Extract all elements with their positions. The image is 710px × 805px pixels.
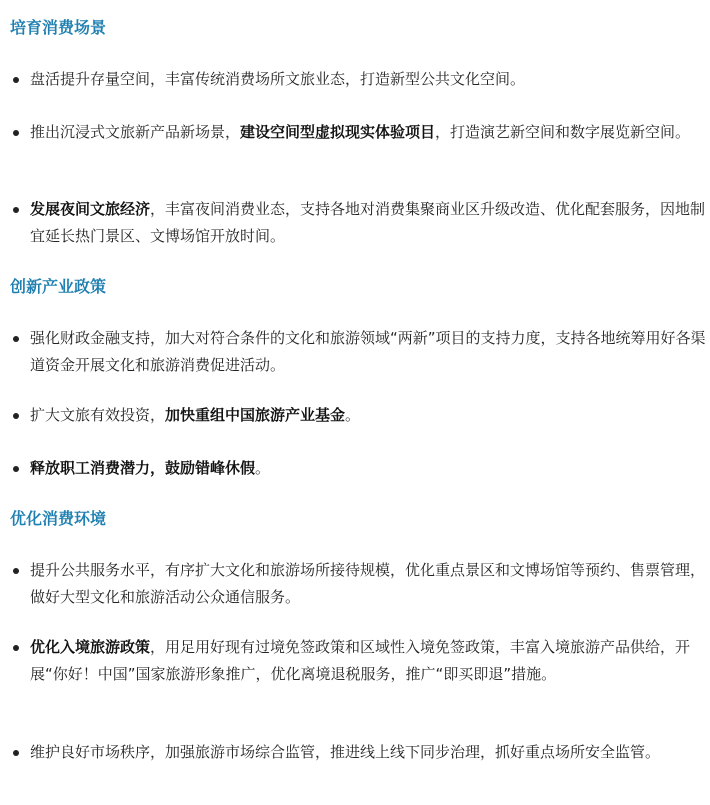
bullet-dot-icon bbox=[13, 645, 19, 651]
bullet-dot-icon bbox=[13, 130, 19, 136]
bullet-dot-icon bbox=[13, 207, 19, 213]
list-item: 推出沉浸式文旅新产品新场景，建设空间型虚拟现实体验项目，打造演艺新空间和数字展览新空间。 bbox=[10, 119, 708, 146]
list-item: 扩大文旅有效投资，加快重组中国旅游产业基金。 bbox=[10, 402, 708, 429]
bullet-dot-icon bbox=[13, 466, 19, 472]
bullet-dot-icon bbox=[13, 336, 19, 342]
bullet-dot-icon bbox=[13, 750, 19, 756]
bullet-dot-icon bbox=[13, 77, 19, 83]
list-item: 优化入境旅游政策，用足用好现有过境免签政策和区域性入境免签政策，丰富入境旅游产品供给，开展“你好！中国”国家旅游形象推广，优化离境退税服务，推广“即买即退”措施。 bbox=[10, 634, 708, 688]
section-heading: 优化消费环境 bbox=[10, 509, 107, 528]
list-item: 发展夜间文旅经济，丰富夜间消费业态，支持各地对消费集聚商业区升级改造、优化配套服务，因地制宜延长热门景区、文博场馆开放时间。 bbox=[10, 196, 708, 250]
bullet-dot-icon bbox=[13, 568, 19, 574]
section-heading: 创新产业政策 bbox=[10, 277, 107, 296]
list-item: 释放职工消费潜力，鼓励错峰休假。 bbox=[10, 455, 708, 482]
list-item: 盘活提升存量空间，丰富传统消费场所文旅业态，打造新型公共文化空间。 bbox=[10, 66, 708, 93]
list-item: 强化财政金融支持，加大对符合条件的文化和旅游领域“两新”项目的支持力度，支持各地统筹用好各渠道资金开展文化和旅游消费促进活动。 bbox=[10, 325, 708, 379]
list-item: 提升公共服务水平，有序扩大文化和旅游场所接待规模，优化重点景区和文博场馆等预约、售票管理，做好大型文化和旅游活动公众通信服务。 bbox=[10, 557, 708, 611]
bullet-dot-icon bbox=[13, 413, 19, 419]
section-heading: 培育消费场景 bbox=[10, 18, 107, 37]
list-item: 维护良好市场秩序，加强旅游市场综合监管，推进线上线下同步治理，抓好重点场所安全监管。 bbox=[10, 739, 708, 766]
